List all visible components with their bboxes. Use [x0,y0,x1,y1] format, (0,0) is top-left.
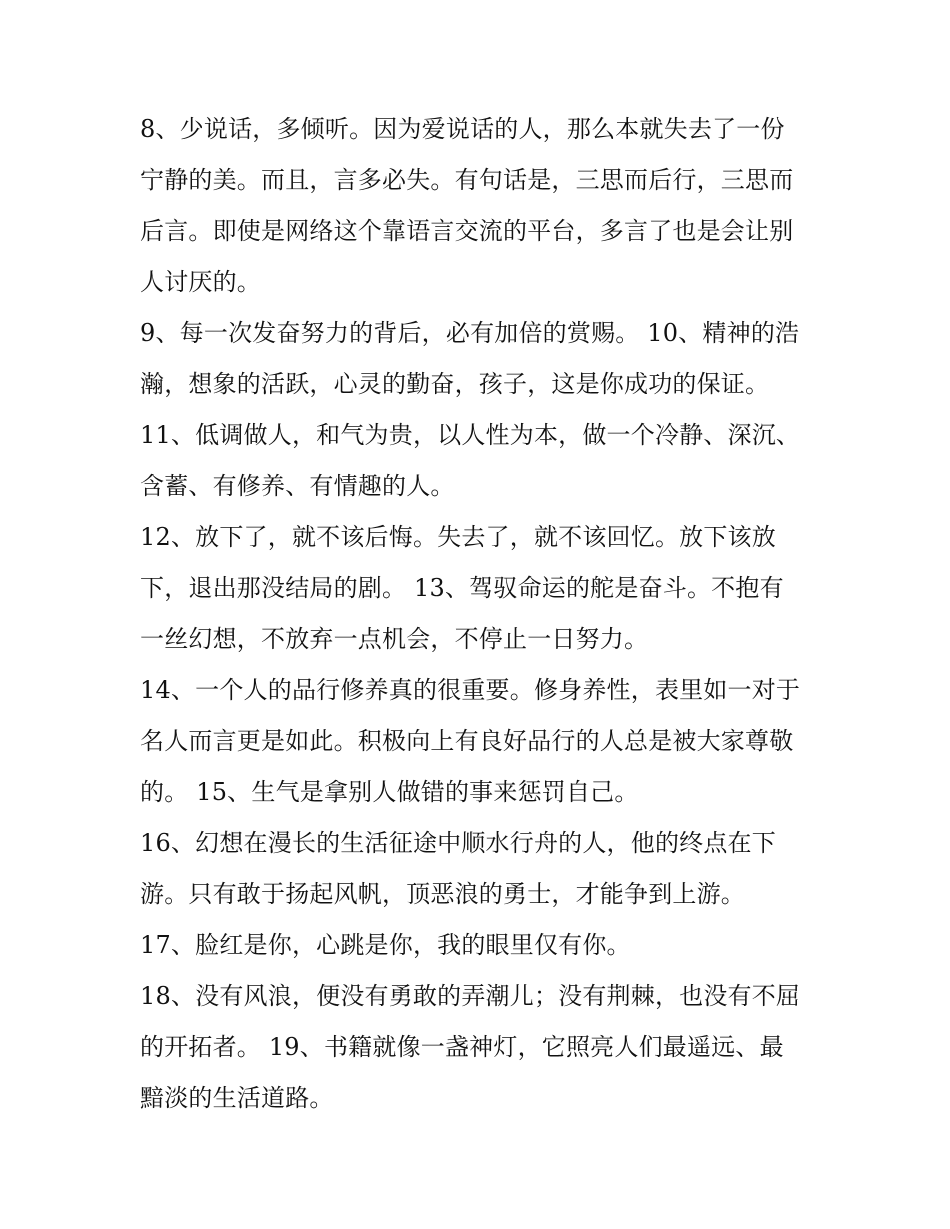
text-line: 16、幻想在漫长的生活征途中顺水行舟的人，他的终点在下 [140,829,776,857]
text-line: 含蓄、有修养、有情趣的人。 [140,472,455,500]
text-line: 8、少说话，多倾听。因为爱说话的人，那么本就失去了一份 [140,115,785,143]
text-line: 后言。即使是网络这个靠语言交流的平台，多言了也是会让别 [140,217,794,245]
text-line: 的。 15、生气是拿别人做错的事来惩罚自己。 [140,778,639,806]
text-line: 12、放下了，就不该后悔。失去了，就不该回忆。放下该放 [140,523,776,551]
text-line: 下，退出那没结局的剧。 13、驾驭命运的舵是奋斗。不抱有 [140,574,784,602]
text-line: 14、一个人的品行修养真的很重要。修身养性，表里如一对于 [140,676,801,704]
text-line: 11、低调做人，和气为贵，以人性为本，做一个冷静、深沉、 [140,421,801,449]
text-line: 17、脸红是你，心跳是你，我的眼里仅有你。 [140,931,631,959]
text-line: 9、每一次发奋努力的背后，必有加倍的赏赐。 10、精神的浩 [140,319,800,347]
text-line: 名人而言更是如此。积极向上有良好品行的人总是被大家尊敬 [140,727,794,755]
text-line: 宁静的美。而且，言多必失。有句话是，三思而后行，三思而 [140,166,794,194]
text-line: 的开拓者。 19、书籍就像一盏神灯，它照亮人们最遥远、最 [140,1033,784,1061]
text-line: 黯淡的生活道路。 [140,1084,334,1112]
text-line: 人讨厌的。 [140,268,261,296]
document-body [140,104,820,1124]
text-line: 游。只有敢于扬起风帆，顶恶浪的勇士，才能争到上游。 [140,880,745,908]
text-line: 瀚，想象的活跃，心灵的勤奋，孩子，这是你成功的保证。 [140,370,770,398]
text-line: 一丝幻想，不放弃一点机会，不停止一日努力。 [140,625,649,653]
text-line: 18、没有风浪，便没有勇敢的弄潮儿；没有荆棘，也没有不屈 [140,982,801,1010]
